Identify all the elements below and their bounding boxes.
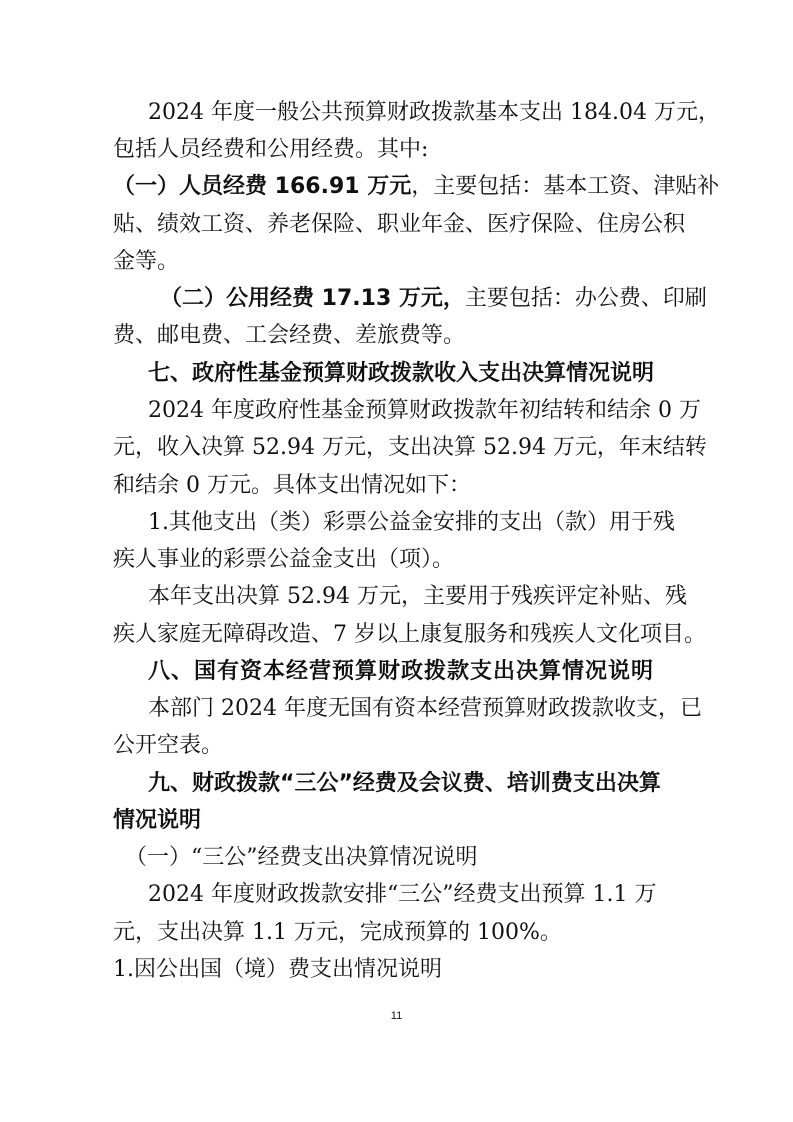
paragraph-line <box>113 172 720 202</box>
paragraph-line <box>160 284 707 314</box>
subheading-three-public: （一）“三公”经费支出决算情况说明 <box>125 845 478 870</box>
paragraph-line: 2024 年度财政拨款安排“三公”经费支出预算 1.1 万 <box>148 882 657 907</box>
paragraph-line: 1.其他支出（类）彩票公益金安排的支出（款）用于残 <box>148 510 675 535</box>
section-heading-8: 八、国有资本经营预算财政拨款支出决算情况说明 <box>148 659 653 684</box>
paragraph-line: 元，收入决算 52.94 万元，支出决算 52.94 万元，年末结转 <box>113 435 707 460</box>
paragraph-line: 疾人事业的彩票公益金支出（项）。 <box>113 547 455 572</box>
section-heading-7: 七、政府性基金预算财政拨款收入支出决算情况说明 <box>148 361 655 386</box>
section-heading-9: 九、财政拨款“三公”经费及会议费、培训费支出决算 <box>148 771 661 796</box>
paragraph-line: 金等。 <box>113 249 180 274</box>
paragraph-line: 疾人家庭无障碍改造、7 岁以上康复服务和残疾人文化项目。 <box>113 622 706 647</box>
text: ，主要包括：基本工资、津贴补 <box>411 174 720 199</box>
subheading-public-expenses: （二）公用经费 17.13 万元， <box>160 286 465 311</box>
paragraph-line: 本年支出决算 52.94 万元，主要用于残疾评定补贴、残 <box>148 584 687 609</box>
text: 主要包括：办公费、印刷 <box>464 286 707 311</box>
paragraph-line: 和结余 0 万元。具体支出情况如下： <box>113 473 471 498</box>
section-heading-9-cont: 情况说明 <box>113 808 202 833</box>
paragraph-line: 包括人员经费和公用经费。其中: <box>113 137 429 162</box>
paragraph-line: 费、邮电费、工会经费、差旅费等。 <box>113 323 466 348</box>
paragraph-line: 贴、绩效工资、养老保险、职业年金、医疗保险、住房公积 <box>113 212 686 237</box>
subheading-personnel-expenses: （一）人员经费 166.91 万元 <box>113 174 412 199</box>
paragraph-line: 元，支出决算 1.1 万元，完成预算的 100%。 <box>113 920 562 945</box>
paragraph-line: 2024 年度一般公共预算财政拨款基本支出 184.04 万元， <box>148 100 720 125</box>
paragraph-line: 2024 年度政府性基金预算财政拨款年初结转和结余 0 万 <box>148 398 701 423</box>
page-number: 11 <box>390 1010 403 1022</box>
paragraph-line: 1.因公出国（境）费支出情况说明 <box>113 957 442 982</box>
paragraph-line: 公开空表。 <box>113 733 224 758</box>
paragraph-line: 本部门 2024 年度无国有资本经营预算财政拨款收支，已 <box>148 696 702 721</box>
